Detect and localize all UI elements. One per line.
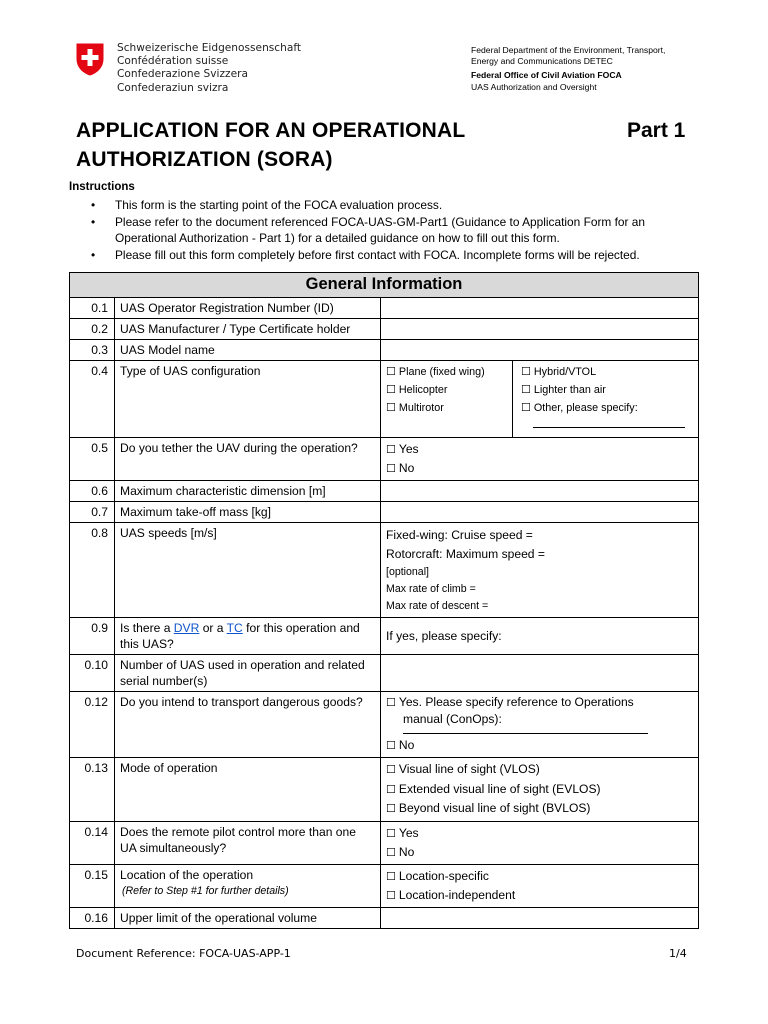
swiss-coat-of-arms-icon (75, 42, 105, 76)
table-row: 0.1 UAS Operator Registration Number (ID) (70, 298, 699, 319)
checkbox-lighter-than-air[interactable]: ☐ Lighter than air (521, 383, 606, 396)
document-title (76, 116, 465, 174)
department-line-2: Energy and Communications DETEC (471, 56, 613, 67)
table-row: 0.2 UAS Manufacturer / Type Certificate holder (70, 319, 699, 340)
instruction-item: • Please refer to the document referenced FOCA-UAS-GM-Part1 (Guidance to Application Form for an Operational Authorization - Part 1) for a detailed guidance on how to fill out this form. (91, 214, 646, 245)
answer-field-max-dimension[interactable] (381, 481, 699, 502)
checkbox-multirotor[interactable]: ☐ Multirotor (386, 401, 444, 414)
checkbox-location-independent[interactable]: ☐ Location-independent (386, 887, 516, 902)
table-row: 0.7 Maximum take-off mass [kg] (70, 502, 699, 523)
uas-configuration-options (381, 361, 699, 438)
table-row: 0.12 Do you intend to transport dangerous goods? ☐ Yes. Please specify reference to Operations manual (ConOps): ☐ No (70, 692, 699, 758)
name-german: Schweizerische Eidgenossenschaft (117, 42, 302, 54)
table-row: 0.3 UAS Model name (70, 340, 699, 361)
table-row: 0.5 Do you tether the UAV during the operation? ☐ Yes ☐ No (70, 438, 699, 481)
document-reference: Document Reference: FOCA-UAS-APP-1 (76, 947, 291, 960)
answer-field-uas-count[interactable] (381, 655, 699, 692)
name-italian: Confederazione Svizzera (117, 68, 248, 81)
instructions-heading: Instructions (69, 181, 135, 193)
answer-field-upper-limit[interactable] (381, 907, 699, 928)
answer-field-manufacturer[interactable] (381, 319, 699, 340)
answer-field-dvr-tc[interactable]: If yes, please specify: (381, 618, 699, 655)
table-header: General Information (70, 273, 699, 298)
name-french: Confédération suisse (117, 55, 229, 68)
checkbox-plane[interactable]: ☐ Plane (fixed wing) (386, 365, 485, 378)
general-information-table (69, 272, 699, 929)
page-number: 1/4 (669, 947, 687, 960)
table-row: 0.15 Location of the operation (Refer to Step #1 for further details) ☐ Location-specific ☐ Location-independent (70, 864, 699, 907)
name-romansh: Confederaziun svizra (117, 81, 229, 94)
checkbox-vlos[interactable]: ☐ Visual line of sight (VLOS) (386, 762, 540, 776)
instruction-item: • Please fill out this form completely before first contact with FOCA. Incomplete forms will be rejected. (91, 247, 640, 262)
instruction-item: • This form is the starting point of the FOCA evaluation process. (91, 198, 443, 212)
unit-name: UAS Authorization and Oversight (471, 81, 597, 92)
checkbox-dangerous-goods-no[interactable]: ☐ No (386, 738, 415, 752)
table-row: 0.4 Type of UAS configuration ☐ Plane (fixed wing) ☐ Helicopter ☐ Multirotor ☐ Hybrid/VTOL ☐ Lighter than air ☐ Other, please specify: (70, 361, 699, 438)
title-line-2: AUTHORIZATION (SORA) (76, 148, 333, 171)
checkbox-multi-ua-yes[interactable]: ☐ Yes (386, 825, 419, 840)
table-row: 0.16 Upper limit of the operational volume (70, 907, 699, 928)
table-row: 0.10 Number of UAS used in operation and related serial number(s) (70, 655, 699, 692)
answer-field-model-name[interactable] (381, 340, 699, 361)
table-row: 0.14 Does the remote pilot control more than one UA simultaneously? ☐ Yes ☐ No (70, 821, 699, 864)
other-specify-line[interactable] (533, 419, 685, 428)
table-row: 0.9 Is there a DVR or a TC for this operation and this UAS? If yes, please specify: (70, 618, 699, 655)
checkbox-helicopter[interactable]: ☐ Helicopter (386, 383, 448, 396)
answer-field-speeds[interactable]: Fixed-wing: Cruise speed = Rotorcraft: Maximum speed = [optional] Max rate of climb = Max rate of descent = (381, 523, 699, 618)
checkbox-tether-yes[interactable]: ☐ Yes (386, 442, 419, 456)
table-row: 0.8 UAS speeds [m/s] Fixed-wing: Cruise speed = Rotorcraft: Maximum speed = [optional] Max rate of climb = Max rate of descent = (70, 523, 699, 618)
title-line-1: APPLICATION FOR AN OPERATIONAL (76, 119, 466, 142)
location-note: (Refer to Step #1 for further details) (122, 884, 289, 897)
answer-field-mtom[interactable] (381, 502, 699, 523)
answer-field-operator-id[interactable] (381, 298, 699, 319)
checkbox-bvlos[interactable]: ☐ Beyond visual line of sight (BVLOS) (386, 801, 591, 815)
instructions-list (69, 197, 699, 263)
table-row: 0.13 Mode of operation ☐ Visual line of sight (VLOS) ☐ Extended visual line of sight (EVLOS) ☐ Beyond visual line of sight (BVLOS) (70, 758, 699, 822)
tc-link[interactable]: TC (226, 621, 243, 635)
checkbox-multi-ua-no[interactable]: ☐ No (386, 844, 415, 859)
part-label: Part 1 (627, 119, 686, 142)
confederation-names (117, 42, 301, 95)
department-line-1: Federal Department of the Environment, Transport, (471, 45, 666, 55)
checkbox-other[interactable]: ☐ Other, please specify: (521, 401, 638, 414)
table-row: 0.6 Maximum characteristic dimension [m] (70, 481, 699, 502)
checkbox-hybrid-vtol[interactable]: ☐ Hybrid/VTOL (521, 365, 597, 378)
dvr-link[interactable]: DVR (173, 621, 200, 635)
checkbox-tether-no[interactable]: ☐ No (386, 461, 415, 475)
conops-reference-line[interactable] (403, 727, 648, 734)
checkbox-location-specific[interactable]: ☐ Location-specific (386, 868, 489, 883)
department-block (471, 45, 665, 93)
checkbox-evlos[interactable]: ☐ Extended visual line of sight (EVLOS) (386, 781, 601, 796)
office-name: Federal Office of Civil Aviation FOCA (471, 70, 622, 81)
checkbox-dangerous-goods-yes[interactable]: ☐ Yes. Please specify reference to Operations (386, 695, 634, 709)
